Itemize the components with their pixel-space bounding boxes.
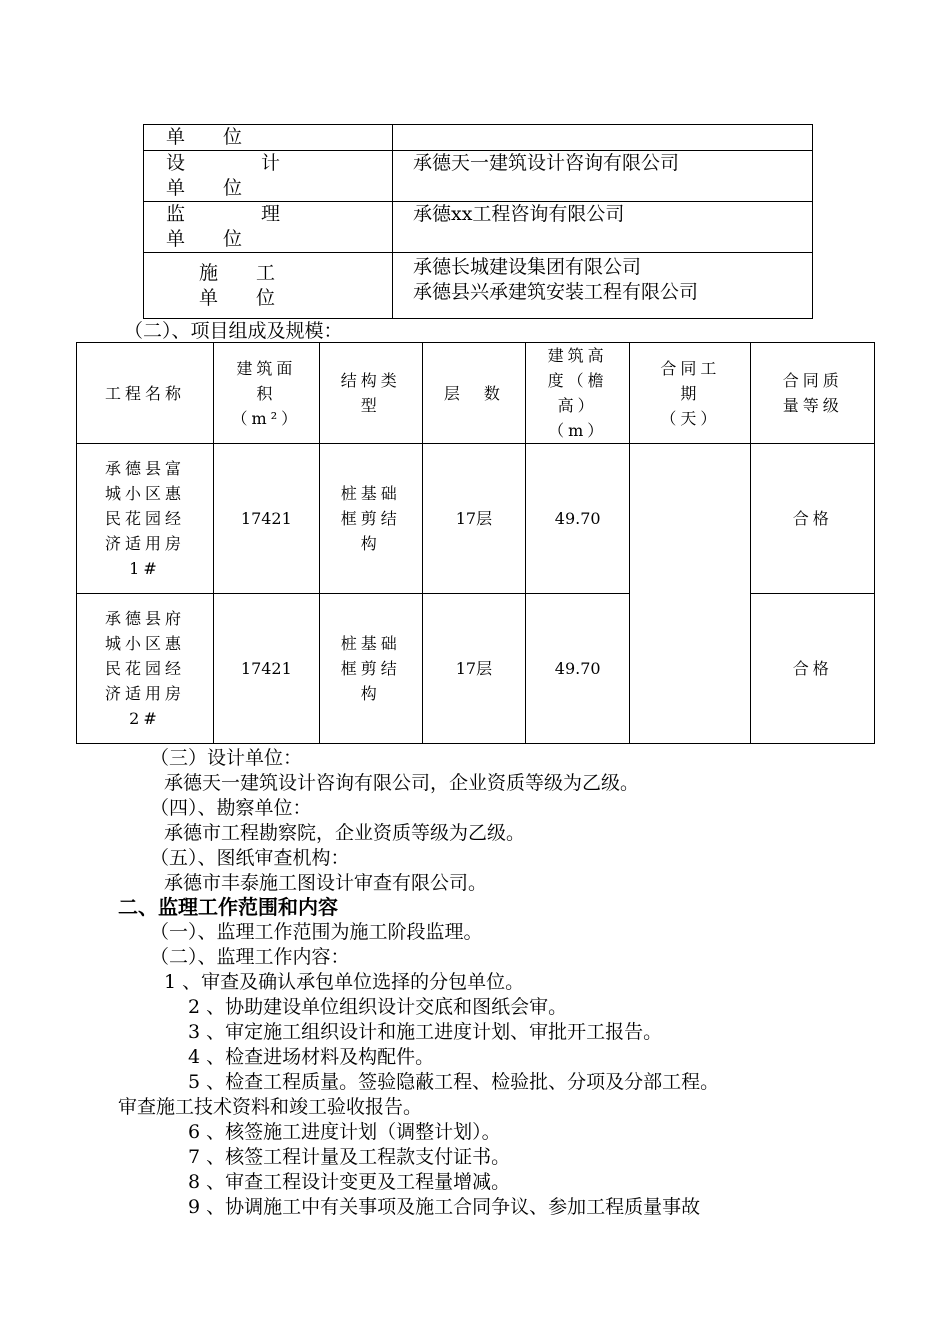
list-item: 5 、检查工程质量。签验隐蔽工程、检验批、分项及分部工程。 xyxy=(188,1071,720,1093)
content-line: （二）、监理工作内容： xyxy=(150,946,350,968)
row1-structure: 桩基础框剪结构 xyxy=(319,444,422,594)
header-height: 建筑高度（檐高）（m） xyxy=(525,343,629,444)
list-item: 9 、协调施工中有关事项及施工合同争议、参加工程质量事故 xyxy=(188,1196,701,1218)
construction-unit-value: 承德长城建设集团有限公司 承德县兴承建筑安装工程有限公司 xyxy=(393,253,813,319)
list-item: 4 、检查进场材料及构配件。 xyxy=(188,1046,435,1068)
header-quality: 合同质量等级 xyxy=(751,343,875,444)
row1-name: 承德县富城小区惠民花园经济适用房1# xyxy=(77,444,214,594)
scope-line: （一）、监理工作范围为施工阶段监理。 xyxy=(150,921,483,943)
design-unit-label: 设 计 单 位 xyxy=(144,151,393,202)
header-name: 工程名称 xyxy=(77,343,214,444)
row1-quality: 合格 xyxy=(751,444,875,594)
partial-unit-value xyxy=(393,125,813,151)
partial-unit-label: 单 位 xyxy=(144,125,393,151)
section5-title: （五）、图纸审查机构： xyxy=(150,847,350,869)
period-merged-cell xyxy=(630,444,751,744)
section4-body: 承德市工程勘察院，企业资质等级为乙级。 xyxy=(164,822,526,844)
row1-height: 49.70 xyxy=(525,444,629,594)
list-item: 3 、审定施工组织设计和施工进度计划、审批开工报告。 xyxy=(188,1021,663,1043)
list-item-continuation: 审查施工技术资料和竣工验收报告。 xyxy=(118,1096,423,1118)
section3-title: （三）设计单位： xyxy=(150,747,303,769)
row2-quality: 合格 xyxy=(751,594,875,744)
project-table xyxy=(76,342,875,744)
supervision-unit-label: 监 理 单 位 xyxy=(144,202,393,253)
construction-unit-label: 施 工 单 位 xyxy=(144,253,393,319)
table-header-row xyxy=(77,343,875,444)
list-item: 1 、审查及确认承包单位选择的分包单位。 xyxy=(164,971,525,993)
table-row xyxy=(77,594,875,744)
row2-name: 承德县府城小区惠民花园经济适用房2# xyxy=(77,594,214,744)
list-item: 6 、核签施工进度计划（调整计划）。 xyxy=(188,1121,501,1143)
units-table xyxy=(143,124,813,319)
section5-body: 承德市丰泰施工图设计审查有限公司。 xyxy=(164,872,488,894)
header-structure: 结构类型 xyxy=(319,343,422,444)
list-item: 2 、协助建设单位组织设计交底和图纸会审。 xyxy=(188,996,568,1018)
section3-body: 承德天一建筑设计咨询有限公司，企业资质等级为乙级。 xyxy=(164,772,640,794)
supervision-unit-value: 承德xx工程咨询有限公司 xyxy=(393,202,813,253)
row2-floors: 17层 xyxy=(422,594,525,744)
header-area: 建筑面积（m²） xyxy=(213,343,319,444)
table-row xyxy=(77,444,875,594)
section2-heading: （二）、项目组成及规模： xyxy=(124,320,343,342)
row2-area: 17421 xyxy=(213,594,319,744)
list-item: 7 、核签工程计量及工程款支付证书。 xyxy=(188,1146,511,1168)
row1-area: 17421 xyxy=(213,444,319,594)
header-period: 合同工期（天） xyxy=(630,343,751,444)
section-heading-2: 二、监理工作范围和内容 xyxy=(118,895,338,919)
row2-height: 49.70 xyxy=(525,594,629,744)
row2-structure: 桩基础框剪结构 xyxy=(319,594,422,744)
design-unit-value: 承德天一建筑设计咨询有限公司 xyxy=(393,151,813,202)
list-item: 8 、审查工程设计变更及工程量增减。 xyxy=(188,1171,511,1193)
header-floors: 层 数 xyxy=(422,343,525,444)
section4-title: （四）、勘察单位： xyxy=(150,797,312,819)
row1-floors: 17层 xyxy=(422,444,525,594)
